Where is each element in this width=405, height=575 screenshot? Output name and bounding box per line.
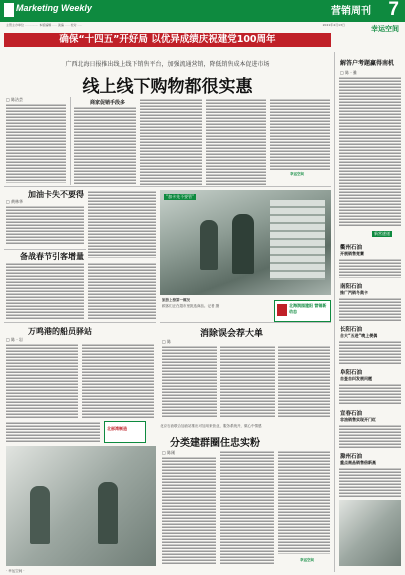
store-shelf xyxy=(270,200,325,280)
shopping-photo xyxy=(160,190,331,295)
small-logo-text: 北部湾制造 xyxy=(107,426,127,431)
article-3-title: 备战春节引客增量 xyxy=(20,251,84,261)
news-item-title: 滁州石油 xyxy=(340,454,363,460)
sponsor-logo-text: 北海润园建阳 营销新动态 xyxy=(289,303,327,314)
news-item-subtitle: 自查自纠发展问题 xyxy=(340,376,372,381)
right-column-byline: □ 陈 · 雅 xyxy=(340,70,357,75)
headline: 线上线下购物都很实惠 xyxy=(82,77,253,97)
photo-caption: 顾客们正在超市里挑选商品。记者 摄 xyxy=(162,304,220,308)
right-column-photo xyxy=(339,500,401,566)
news-item-title: 阜阳石油 xyxy=(340,370,363,376)
article-5-byline: □ 陈 xyxy=(162,339,172,344)
article-4-byline: □ 陈 · 岩 xyxy=(6,337,23,342)
shopper-figure xyxy=(232,214,254,274)
signature: 幸运空间 xyxy=(290,172,304,176)
news-item-body xyxy=(339,467,401,497)
main-article-col-2 xyxy=(74,106,136,185)
section-divider xyxy=(4,186,331,187)
news-item-body xyxy=(339,424,401,448)
article-2-title: 加油卡失不要得 xyxy=(28,189,84,199)
article-6-col-2 xyxy=(220,450,274,564)
photo-tag: “加卡先不要管” xyxy=(166,194,195,199)
sponsor-logo xyxy=(274,300,331,322)
column-divider xyxy=(70,97,71,185)
article-5-col-3 xyxy=(278,345,330,417)
right-column-body xyxy=(339,76,401,226)
article-6-col-3 xyxy=(278,450,330,554)
article-6-kicker: 北京石油联合加油站推出可加用来营业，服务系统开，做心中情感 xyxy=(160,424,262,428)
article-4-body-end xyxy=(6,421,100,443)
main-byline: □ 陈洁芸 xyxy=(6,97,24,102)
news-item-body xyxy=(339,383,401,405)
article-6-title: 分类建群圈住忠实粉 xyxy=(170,438,260,449)
news-item-title: 长阳石油 xyxy=(340,327,363,333)
main-article-col-5 xyxy=(270,98,330,170)
article-6-col-1 xyxy=(162,456,216,564)
main-article-col-1 xyxy=(6,103,66,183)
news-item-body xyxy=(339,258,401,278)
article-4-col-2 xyxy=(82,343,154,418)
article-4-col-1 xyxy=(6,343,78,418)
article-5-col-1 xyxy=(162,345,217,417)
banner: 确保“十四五”开好局 以优异成绩庆祝建党100周年 xyxy=(4,33,331,47)
article-2-byline: □ 黄林华 xyxy=(6,199,24,204)
article-4-title: 万鸣港的船员驿站 xyxy=(28,326,92,336)
news-item-title: 宣春石油 xyxy=(340,411,363,417)
main-article-col-3 xyxy=(140,98,202,185)
subsection-name: 幸运空间 xyxy=(371,25,399,33)
footer-label: · 幸运空间 · xyxy=(6,569,25,573)
news-item-subtitle: 重点商品销售倍新高 xyxy=(340,460,376,465)
footer-brand: 幸运空间 xyxy=(300,558,314,562)
photo-caption-title: 旅游上榜第一概况 xyxy=(162,298,190,302)
news-item-body xyxy=(339,340,401,364)
article-2-body xyxy=(6,205,84,245)
section-label: 新营速递 xyxy=(374,231,390,236)
kicker: 广西北海日报推出线上线下销售平台，加强流通营销，降低销售成本促进市场 xyxy=(65,61,270,68)
news-item-subtitle: 开展销售竞赛 xyxy=(340,251,364,256)
masthead-info: 主管主办单位 ·············· 本版编辑 ····· 美编 ····· 校对 ····· xyxy=(6,23,83,27)
right-column-title: 解答户考题赢得南机 xyxy=(340,60,395,67)
news-item-body xyxy=(339,297,401,321)
sponsor-logo-icon xyxy=(277,304,287,316)
section-name: 营销周刊 xyxy=(331,6,371,17)
article-3-body-a xyxy=(6,262,84,320)
right-column-divider xyxy=(334,52,335,572)
small-logo xyxy=(104,421,146,443)
masthead-date: 2021年4月13日 xyxy=(322,23,345,27)
main-article-col-4 xyxy=(206,98,266,185)
page-number: 7 xyxy=(388,0,399,20)
shopper-figure xyxy=(200,220,218,270)
newspaper-logo-icon xyxy=(4,3,14,17)
divider xyxy=(4,249,86,250)
article-5-title: 消除误会荐大单 xyxy=(200,329,264,339)
divider xyxy=(4,322,156,323)
divider xyxy=(160,322,331,323)
main-article-subtitle: 商家促销手段多 xyxy=(90,100,126,106)
news-item-subtitle: 推广汽销冬奥卡 xyxy=(340,290,368,295)
news-item-subtitle: 合大“五进”晚上便偶 xyxy=(340,333,378,338)
person-figure xyxy=(98,482,118,544)
masthead xyxy=(0,0,405,22)
article-6-byline: □ 陈刚 xyxy=(162,450,176,455)
person-figure xyxy=(30,486,50,544)
port-photo xyxy=(6,446,156,566)
article-3-body-b xyxy=(88,262,156,320)
article-2-body-b xyxy=(88,190,156,258)
article-5-col-2 xyxy=(220,345,275,417)
brand-name: Marketing Weekly xyxy=(16,3,92,13)
news-item-subtitle: 非油销售实现开门红 xyxy=(340,417,376,422)
news-item-title: 衢州石油 xyxy=(340,245,363,251)
news-item-title: 南阳石油 xyxy=(340,284,363,290)
